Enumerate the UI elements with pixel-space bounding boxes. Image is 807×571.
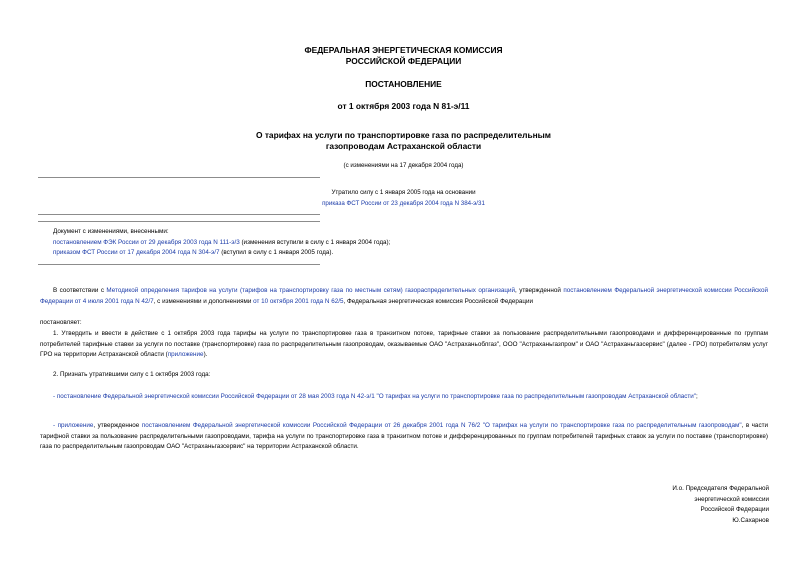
repealed-appendix-link[interactable]: - приложение: [53, 422, 94, 429]
signature-line3: Российской Федерации: [700, 506, 769, 513]
appendix-link[interactable]: приложение: [167, 351, 204, 359]
resolution-link[interactable]: постановлением Федеральной энергетической комиссии Российской Федерации от 4 июля 2001 года N 42/7: [40, 287, 768, 305]
divider: [38, 214, 320, 215]
doc-title-line2: газопроводам Астраханской области: [325, 141, 482, 151]
signature-block: [599, 484, 769, 526]
paragraph-repealed2: [40, 421, 768, 453]
changes-item1-text: (изменения вступили в силу с 1 января 2004 года);: [239, 238, 391, 246]
doc-type: ПОСТАНОВЛЕНИЕ: [365, 79, 442, 89]
changes-item: [53, 238, 613, 249]
signature-name: Ю.Сахарнов: [732, 516, 769, 524]
text: , утвержденное: [93, 422, 142, 429]
org-name-line1: ФЕДЕРАЛЬНАЯ ЭНЕРГЕТИЧЕСКАЯ КОМИССИЯ: [304, 45, 503, 55]
paragraph-preamble: [40, 286, 768, 307]
methodology-link[interactable]: Методикой определения тарифов на услуги (тарифов на транспортировку газа по местным сетям) газораспределительных организаций: [106, 287, 516, 294]
changes-intro: Документ с изменениями, внесенными:: [53, 228, 169, 235]
divider: [38, 264, 320, 265]
text: ;: [696, 393, 698, 400]
text: , Федеральная энергетическая комиссия Российской Федерации: [343, 297, 534, 305]
signature-line2: энергетической комиссии: [694, 495, 769, 503]
status-link[interactable]: приказа ФСТ России от 23 декабря 2004 года N 384-э/31: [322, 200, 485, 207]
signature-line1: И.о. Председателя Федеральной: [672, 485, 769, 492]
text: 1. Утвердить и ввести в действие с 1 октября 2003 года тарифы на услуги по транспортировке газа в транзитном потоке, тарифные ставки за пользование распределительными газопроводами и дифференцированные по группам потребителей тарифные ставки за услуги по поставке (транспортировке) газа по распределительным газопроводам, оказываемые ОАО "Астраханьоблгаз", ООО "Астраханьгазпром" и ОАО "Астраханьгазсервис" (далее - ГРО) потребителям услуг ГРО на территории Астраханской области (: [40, 330, 768, 359]
changes-item1-link[interactable]: постановлением ФЭК России от 29 декабря 2003 года N 111-э/3: [53, 238, 240, 246]
doc-date-number: от 1 октября 2003 года N 81-э/11: [337, 101, 470, 111]
text: В соответствии с: [53, 287, 107, 294]
text: , в части тарифной ставки за пользование распределительными газопроводами, тарифа на услуги по транспортировке газа в транзитном потоке и дифференцированных по группам потребителей тарифных ставок за услуги по поставке (транспортировке) газа по распределительным газопроводам ОАО "Астраханьгазсервис" на территории Астраханской области.: [40, 422, 768, 451]
changes-item2-link[interactable]: приказом ФСТ России от 17 декабря 2004 года N 304-э/7: [53, 249, 220, 256]
changes-block: [53, 227, 613, 259]
divider: [38, 221, 320, 222]
paragraph-item1: [40, 329, 768, 361]
text: , с изменениями и дополнениями: [153, 297, 254, 305]
paragraph-item2: 2. Признать утратившими силу с 1 октября 2003 года:: [53, 371, 211, 378]
doc-title-line1: О тарифах на услуги по транспортировке газа по распределительным: [255, 130, 552, 140]
status-line: Утратило силу с 1 января 2005 года на основании: [331, 189, 476, 196]
amended-note: (с изменениями на 17 декабря 2004 года): [343, 162, 464, 169]
repealed-resolution-link[interactable]: - постановление Федеральной энергетической комиссии Российской Федерации от 28 мая 2003 года N 42-э/1 "О тарифах на услуги по транспортировке газа по распределительным газопроводам Астраханской области": [53, 393, 697, 400]
org-name-line2: РОССИЙСКОЙ ФЕДЕРАЦИИ: [345, 56, 462, 66]
changes-item2-text: (вступил в силу с 1 января 2005 года).: [219, 249, 334, 256]
paragraph-postanovlyaet: постановляет:: [40, 319, 82, 326]
repealed-resolution2-link[interactable]: постановлением Федеральной энергетической комиссии Российской Федерации от 26 декабря 2001 года N 76/2 "О тарифах на услуги по транспортировке газа по распределительным газопроводам": [141, 422, 742, 429]
divider: [38, 177, 320, 178]
paragraph-repealed1: [40, 392, 768, 403]
text: , утвержденной: [515, 287, 564, 294]
changes-item: [53, 248, 613, 259]
text: ).: [203, 351, 208, 359]
amendment-link[interactable]: от 10 октября 2001 года N 62/5: [253, 297, 344, 305]
